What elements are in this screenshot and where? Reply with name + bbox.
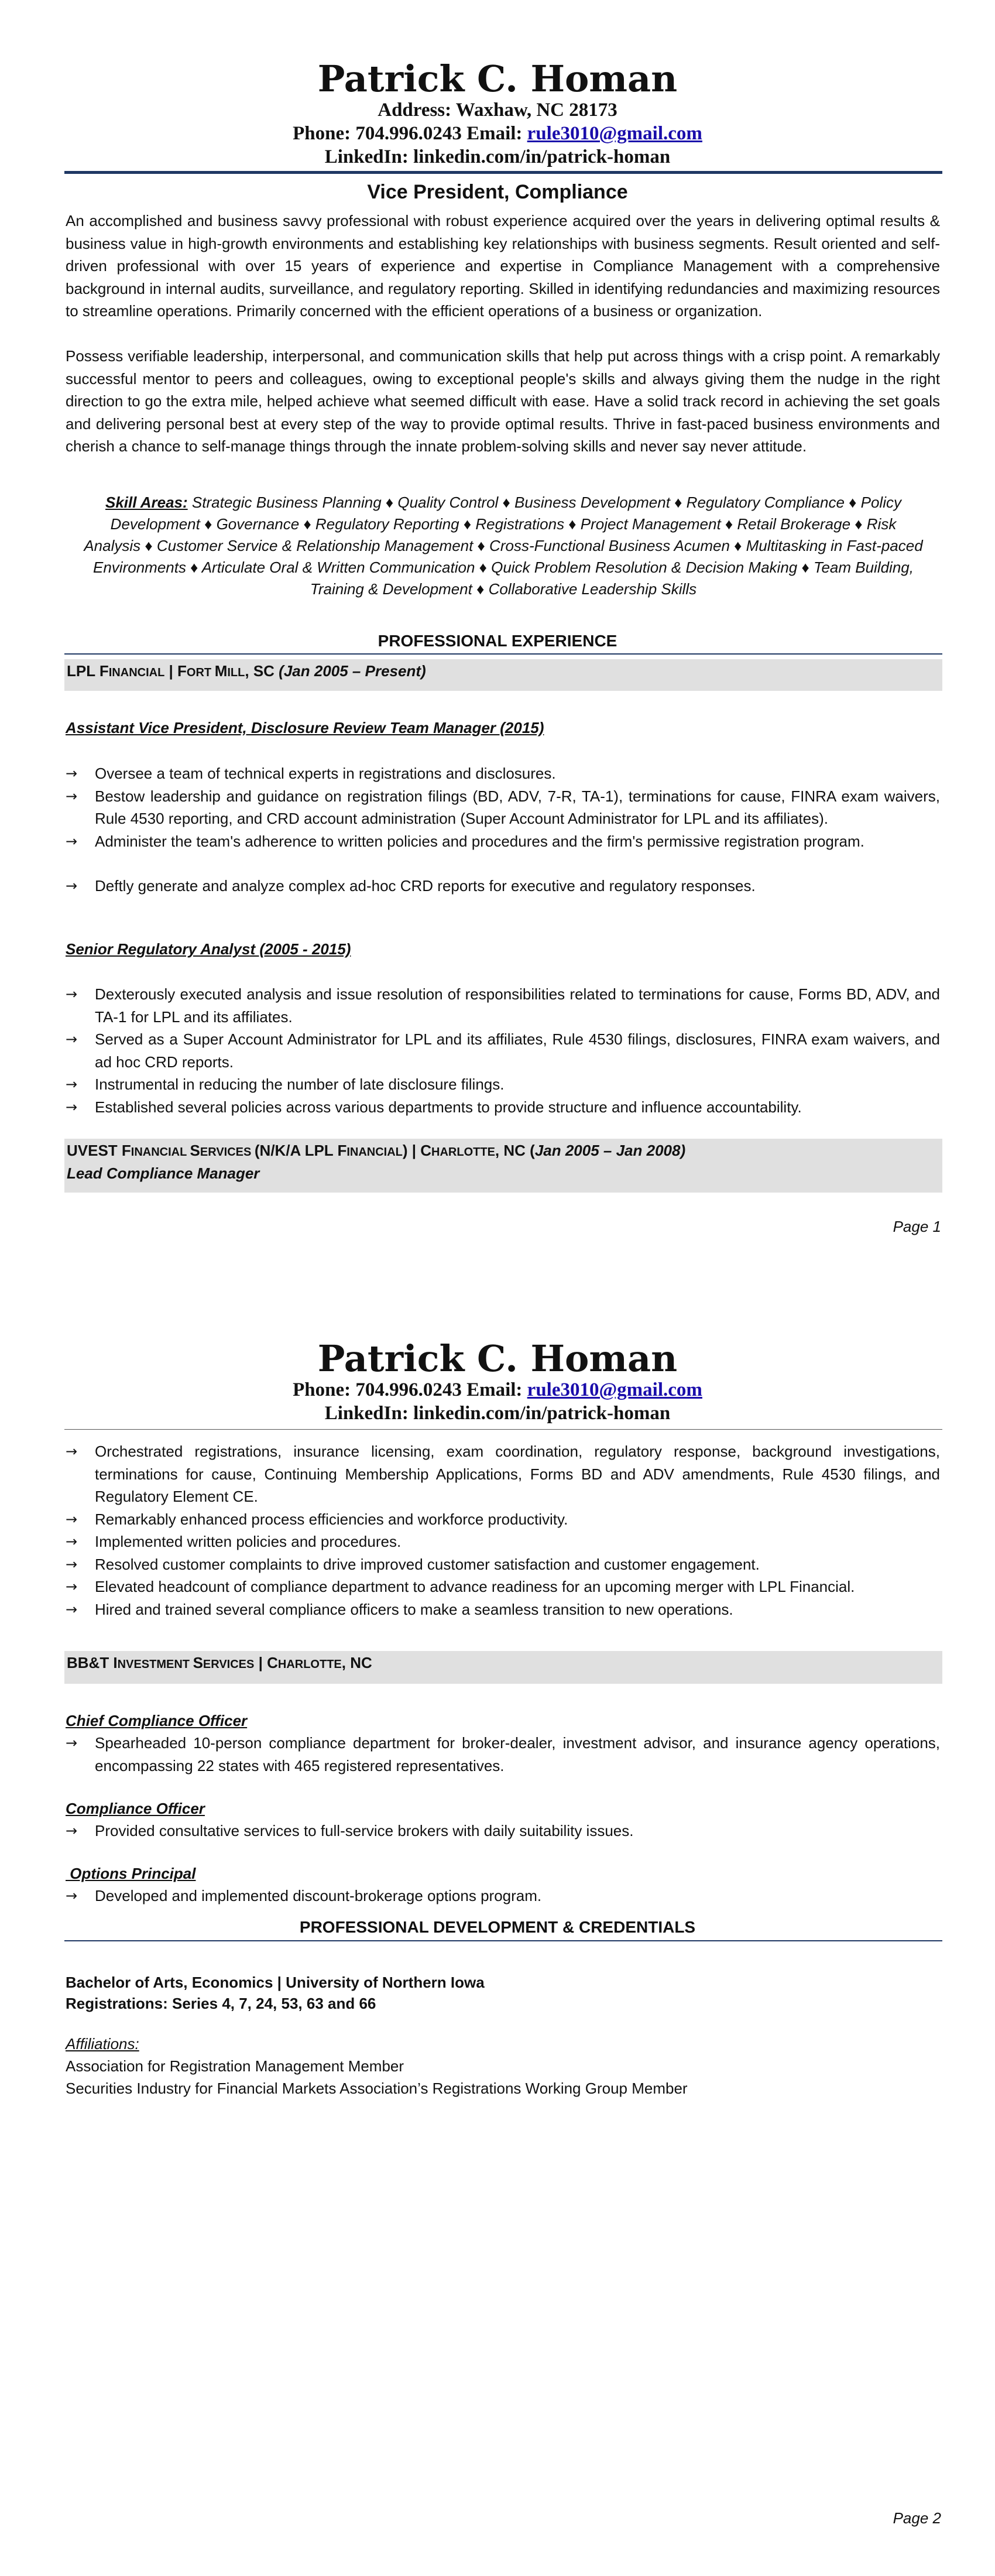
employer-name-sc: ERVICES (200, 1146, 255, 1159)
list-item (66, 1440, 940, 1508)
arrow-bullet-icon: → (66, 1533, 78, 1550)
list-item (66, 1073, 940, 1096)
employer-uvest-line (67, 1140, 940, 1163)
arrow-bullet-icon: → (66, 1556, 78, 1573)
bullet-text: Implemented written policies and procedures. (95, 1533, 402, 1550)
summary-paragraph-2: Possess verifiable leadership, interpersonal, and communication skills that help put across things with a crisp point. A remarkably successful mentor to peers and colleagues, owing to exceptional people's skills and always giving them the nudge in the right direction to go the extra mile, helped achieve what seemed difficult with ease. Have a solid track record in achieving the set goals and delivering personal best at every step of the way to provide optimal results. Thrive in fast-paced business environments and cherish a chance to self-manage things through the innate problem-solving skills and never say never attitude. (66, 347, 940, 455)
affiliation-item: Association for Registration Management Member (66, 2057, 404, 2075)
employer-name-sc: INANCIAL (131, 1146, 190, 1159)
bullet-text: Instrumental in reducing the number of late disclosure filings. (95, 1075, 505, 1093)
location-part: M (214, 662, 228, 680)
experience-heading: PROFESSIONAL EXPERIENCE (378, 632, 617, 650)
experience-rule (64, 653, 942, 655)
arrow-bullet-icon: → (66, 1735, 78, 1751)
arrow-bullet-icon: → (66, 1076, 78, 1092)
phone-email (0, 1378, 995, 1402)
arrow-bullet-icon: → (66, 1888, 78, 1904)
email-link[interactable]: rule3010@gmail.com (527, 123, 702, 144)
header-rule (64, 1429, 942, 1430)
phone-email (0, 122, 995, 145)
location-state: , NC ( (495, 1142, 535, 1159)
arrow-bullet-icon: → (66, 986, 78, 1002)
skill-areas (82, 492, 925, 600)
affiliations-label: Affiliations: (66, 2035, 139, 2053)
list-item (66, 875, 940, 898)
arrow-bullet-icon: → (66, 1823, 78, 1839)
bullet-text: Established several policies across various departments to provide structure and influence accountability. (95, 1098, 802, 1116)
registrations: Registrations: Series 4, 7, 24, 53, 63 and 66 (66, 1995, 376, 2012)
page-number: Page 1 (893, 1218, 941, 1235)
employer-name-sc: INANCIAL (108, 666, 165, 679)
arrow-bullet-icon: → (66, 1443, 78, 1460)
employment-dates: Jan 2005 – Jan 2008) (534, 1142, 686, 1159)
arrow-bullet-icon: → (66, 787, 78, 804)
bullet-text: Deftly generate and analyze complex ad-hoc CRD reports for executive and regulatory responses. (95, 877, 756, 895)
uvest-bullets (66, 1440, 940, 1621)
employer-aka-sc: INANCIAL (346, 1146, 403, 1159)
bullet-text: Bestow leadership and guidance on registration filings (BD, ADV, 7-R, TA-1), terminations for cause, FINRA exam waivers, Rule 4530 reporting, and CRD account administration (Super Account Administrator for LPL and its affiliates). (95, 787, 940, 827)
arrow-bullet-icon: → (66, 1031, 78, 1047)
location-part: ) | C (402, 1142, 432, 1159)
arrow-bullet-icon: → (66, 1098, 78, 1115)
arrow-bullet-icon: → (66, 833, 78, 849)
employer-lpl (64, 659, 942, 691)
list-item (66, 983, 940, 1028)
list-item (66, 1575, 940, 1598)
arrow-bullet-icon: → (66, 1601, 78, 1618)
location-part-sc: ILL (227, 666, 245, 679)
list-item (66, 1508, 940, 1531)
list-item (66, 1553, 940, 1576)
list-item (66, 785, 940, 830)
role-title-avp: Assistant Vice President, Disclosure Review Team Manager (2015) (66, 719, 544, 737)
role-title-senior-analyst: Senior Regulatory Analyst (2005 - 2015) (66, 940, 351, 958)
location-part-sc: HARLOTTE (431, 1146, 495, 1159)
bullet-text: Resolved customer complaints to drive improved customer satisfaction and customer engagement. (95, 1555, 760, 1573)
location-part-sc: HARLOTTE (277, 1658, 342, 1671)
resume-page-2 (0, 1300, 995, 2576)
list-item (66, 1530, 940, 1553)
list-item (66, 830, 940, 853)
employer-name: UVEST F (67, 1142, 131, 1159)
linkedin: LinkedIn: linkedin.com/in/patrick-homan (324, 146, 671, 167)
bullet-text: Developed and implemented discount-brokerage options program. (95, 1887, 542, 1904)
bullet-text: Oversee a team of technical experts in registrations and disclosures. (95, 765, 556, 782)
employer-name: BB&T I (67, 1654, 118, 1671)
bullet-text: Administer the team's adherence to written policies and procedures and the firm's permissive registration program. (95, 832, 864, 850)
degree: Bachelor of Arts, Economics | University of Northern Iowa (66, 1974, 485, 1991)
bullet-text: Dexterously executed analysis and issue resolution of responsibilities related to terminations for cause, Forms BD, ADV, and TA-1 for LPL and its affiliates. (95, 985, 940, 1026)
arrow-bullet-icon: → (66, 1578, 78, 1595)
summary-paragraph-1: An accomplished and business savvy professional with robust experience acquired over the years in delivering optimal results & business value in high-growth environments and establishing key relationships with business segments. Result oriented and self-driven professional with over 15 years of experience and expertise in Compliance Management with a comprehensive background in internal audits, surveillance, and regulatory reporting. Skilled in identifying redundancies and maximizing resources to streamline operations. Primarily concerned with the efficient operations of a business or organization. (66, 212, 940, 320)
bullet-text: Orchestrated registrations, insurance licensing, exam coordination, regulatory response, background investigations, terminations for cause, Continuing Membership Applications, Forms BD and ADV amendments, Rule 4530 filings, and Regulatory Element CE. (95, 1443, 940, 1505)
location-part-sc: ORT (186, 666, 215, 679)
candidate-name: Patrick C. Homan (317, 1337, 678, 1380)
employer-name: S (193, 1654, 203, 1671)
employer-name: S (190, 1142, 200, 1159)
list-item (66, 1885, 940, 1907)
employer-bbt (64, 1651, 942, 1684)
employer-name: LPL F (67, 662, 109, 680)
linkedin: LinkedIn: linkedin.com/in/patrick-homan (324, 1403, 671, 1424)
list-item (66, 1820, 940, 1842)
separator: | (164, 662, 178, 680)
role-title-options-principal: Options Principal (66, 1865, 196, 1882)
list-item (66, 762, 940, 785)
skill-areas-list: Strategic Business Planning ♦ Quality Control ♦ Business Development ♦ Regulatory Compliance ♦ Policy Development ♦ Governance ♦ Regulatory Reporting ♦ Registrations ♦ Project Management ♦ Retail Brokerage ♦ Risk Analysis ♦ Customer Service & Relationship Management ♦ Cross-Functional Business Acumen ♦ Multitasking in Fast-paced Environments ♦ Articulate Oral & Written Communication ♦ Quick Problem Resolution & Decision Making ♦ Team Building, Training & Development ♦ Collaborative Leadership Skills (84, 494, 923, 598)
skill-areas-label: Skill Areas: (105, 494, 188, 511)
arrow-bullet-icon: → (66, 878, 78, 894)
list-item (66, 1598, 940, 1621)
page-number: Page 2 (893, 2509, 941, 2527)
bullet-text: Spearheaded 10-person compliance department for broker-dealer, investment advisor, and insurance agency operations, encompassing 22 states with 465 registered representatives. (95, 1734, 940, 1775)
affiliation-item: Securities Industry for Financial Markets Association’s Registrations Working Group Member (66, 2080, 688, 2097)
credentials-rule (64, 1940, 942, 1941)
options-principal-bullets (66, 1885, 940, 1907)
role-title-compliance-officer: Compliance Officer (66, 1800, 205, 1817)
credentials-heading: PROFESSIONAL DEVELOPMENT & CREDENTIALS (299, 1918, 696, 1936)
location-state: , NC (341, 1654, 372, 1671)
address: Address: Waxhaw, NC 28173 (378, 100, 617, 121)
employer-name-sc: NVESTMENT (117, 1658, 193, 1671)
location-part: F (177, 662, 187, 680)
compliance-officer-bullets (66, 1820, 940, 1842)
role-avp-bullets (66, 762, 940, 898)
employer-uvest (64, 1139, 942, 1193)
employer-aka: (N/K/A LPL F (254, 1142, 347, 1159)
bullet-text: Elevated headcount of compliance department to advance readiness for an upcoming merger with LPL Financial. (95, 1578, 855, 1595)
arrow-bullet-icon: → (66, 765, 78, 782)
arrow-bullet-icon: → (66, 1510, 78, 1527)
bullet-text: Provided consultative services to full-service brokers with daily suitability issues. (95, 1822, 634, 1839)
employer-name-sc: ERVICES (203, 1658, 255, 1671)
candidate-name: Patrick C. Homan (317, 57, 678, 100)
employment-dates: (Jan 2005 – Present) (279, 662, 426, 680)
role-title-cco: Chief Compliance Officer (66, 1712, 248, 1729)
location-state: , SC (245, 662, 279, 680)
header-rule (64, 171, 942, 174)
phone-label: Phone: 704.996.0243 Email: (293, 123, 527, 144)
bullet-text: Remarkably enhanced process efficiencies and workforce productivity. (95, 1510, 568, 1528)
list-item (66, 1732, 940, 1777)
uvest-role-title: Lead Compliance Manager (67, 1164, 260, 1182)
list-item (66, 1096, 940, 1119)
bullet-text: Hired and trained several compliance officers to make a seamless transition to new operations. (95, 1600, 733, 1618)
cco-bullets (66, 1732, 940, 1777)
list-item (66, 1028, 940, 1073)
location-part: | C (254, 1654, 278, 1671)
email-link[interactable]: rule3010@gmail.com (527, 1379, 702, 1400)
phone-label: Phone: 704.996.0243 Email: (293, 1379, 527, 1400)
role-senior-analyst-bullets (66, 983, 940, 1118)
job-title: Vice President, Compliance (367, 181, 628, 203)
bullet-text: Served as a Super Account Administrator for LPL and its affiliates, Rule 4530 filings, disclosures, FINRA exam waivers, and ad hoc CRD reports. (95, 1030, 940, 1071)
